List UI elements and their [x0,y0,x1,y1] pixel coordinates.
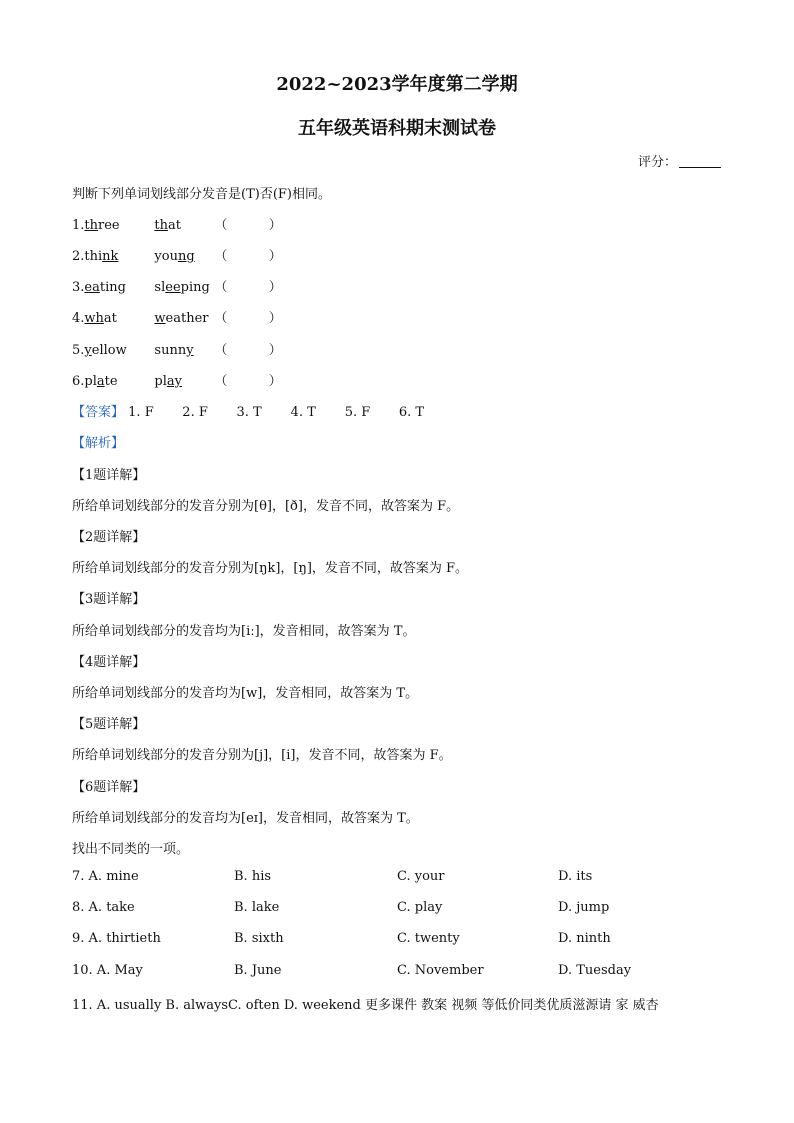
answer-blank: （ ） [214,343,282,358]
option-b: B. June [234,963,282,978]
option-c: C. your [397,869,445,884]
detail-text: 所给单词划线部分的发音分别为[j]，[i]，发音不同，故答案为 F。 [72,748,452,763]
word-two [154,280,214,295]
question-number: 5. [72,343,85,358]
section2-instruction: 找出不同类的一项。 [72,842,190,857]
word-underlined-part: ee [165,280,181,295]
option-d: D. jump [558,900,610,915]
detail-head: 【4题详解】 [72,655,146,670]
word-two [154,311,214,326]
answer-item: 5. F [344,405,371,420]
option-a: 10. A. May [72,963,143,978]
word-one [84,311,154,326]
option-b: B. his [234,869,272,884]
word-underlined-part: th [154,218,169,233]
option-a: 7. A. mine [72,869,139,884]
word-part: te [104,374,118,389]
option-c: C. November [397,963,484,978]
question-11-line: 11. A. usually B. alwaysC. often D. weekend 更多课件 教案 视频 等低价同类优质滋源请 家 威杏 [72,998,659,1013]
answer-item: 6. T [398,405,425,420]
word-two [154,218,214,233]
word-one [84,249,154,264]
answer-item: 4. T [290,405,316,420]
word-part: sunn [154,343,187,358]
detail-head: 【3题详解】 [72,592,146,607]
answer-label: 【答案】 [72,405,125,420]
option-a: 8. A. take [72,900,135,915]
answer-item: 3. T [236,405,262,420]
answer-blank: （ ） [214,311,282,326]
section1-instruction: 判断下列单词划线部分发音是(T)否(F)相同。 [72,187,331,202]
word-underlined-part: wh [84,311,104,326]
analysis-label: 【解析】 [72,436,125,451]
word-part: ree [98,218,120,233]
word-part: you [154,249,178,264]
page-subtitle: 五年级英语科期末测试卷 [298,118,496,139]
score-blank [679,155,721,168]
word-one [84,280,154,295]
detail-text: 所给单词划线部分的发音均为[eɪ]，发音相同，故答案为 T。 [72,811,419,826]
word-two [154,249,214,264]
question-line [72,307,282,326]
answer-blank: （ ） [214,218,282,233]
word-part: at [103,311,117,326]
word-underlined-part: ng [177,249,195,264]
word-underlined-part: w [154,311,166,326]
word-part: ellow [91,343,127,358]
score-field [638,151,721,170]
word-underlined-part: nk [102,249,119,264]
detail-text: 所给单词划线部分的发音分别为[ŋk]，[ŋ]，发音不同，故答案为 F。 [72,561,469,576]
score-label: 评分： [638,155,678,170]
question-line [72,276,282,295]
question-line [72,214,282,233]
answer-line [72,401,449,420]
word-part: ting [99,280,126,295]
word-part: thi [84,249,103,264]
question-number: 4. [72,311,85,326]
option-c: C. play [397,900,443,915]
page-title: 2022~2023学年度第二学期 [276,74,518,95]
option-c: C. twenty [397,931,460,946]
question-number: 1. [72,218,85,233]
word-one [84,218,154,233]
answer-blank: （ ） [214,374,282,389]
word-one [84,374,154,389]
option-b: B. sixth [234,931,284,946]
word-part: pl [154,374,167,389]
answer-blank: （ ） [214,249,282,264]
word-part: eather [165,311,209,326]
word-underlined-part: th [84,218,99,233]
detail-head: 【2题详解】 [72,530,146,545]
detail-text: 所给单词划线部分的发音均为[w]，发音相同，故答案为 T。 [72,686,419,701]
answer-item: 2. F [182,405,208,420]
detail-text: 所给单词划线部分的发音分别为[θ]，[ð]，发音不同，故答案为 F。 [72,499,460,514]
option-b: B. lake [234,900,280,915]
option-d: D. Tuesday [558,963,632,978]
detail-head: 【6题详解】 [72,780,146,795]
answer-blank: （ ） [214,280,282,295]
word-part: sl [154,280,166,295]
word-two [154,343,214,358]
option-a: 9. A. thirtieth [72,931,161,946]
word-part: pl [84,374,97,389]
word-two [154,374,214,389]
word-part: ping [180,280,210,295]
word-part: at [168,218,181,233]
question-number: 6. [72,374,85,389]
word-one [84,343,154,358]
word-underlined-part: y [84,343,92,358]
question-line [72,370,282,389]
detail-head: 【5题详解】 [72,717,146,732]
detail-head: 【1题详解】 [72,468,146,483]
word-underlined-part: ay [166,374,182,389]
question-line [72,339,282,358]
word-underlined-part: ea [84,280,100,295]
word-underlined-part: a [96,374,105,389]
option-d: D. its [558,869,593,884]
question-line [72,245,282,264]
option-d: D. ninth [558,931,611,946]
question-number: 3. [72,280,85,295]
answer-item: 1. F [128,405,154,420]
word-underlined-part: y [186,343,194,358]
detail-text: 所给单词划线部分的发音均为[iː]，发音相同，故答案为 T。 [72,624,416,639]
question-number: 2. [72,249,85,264]
